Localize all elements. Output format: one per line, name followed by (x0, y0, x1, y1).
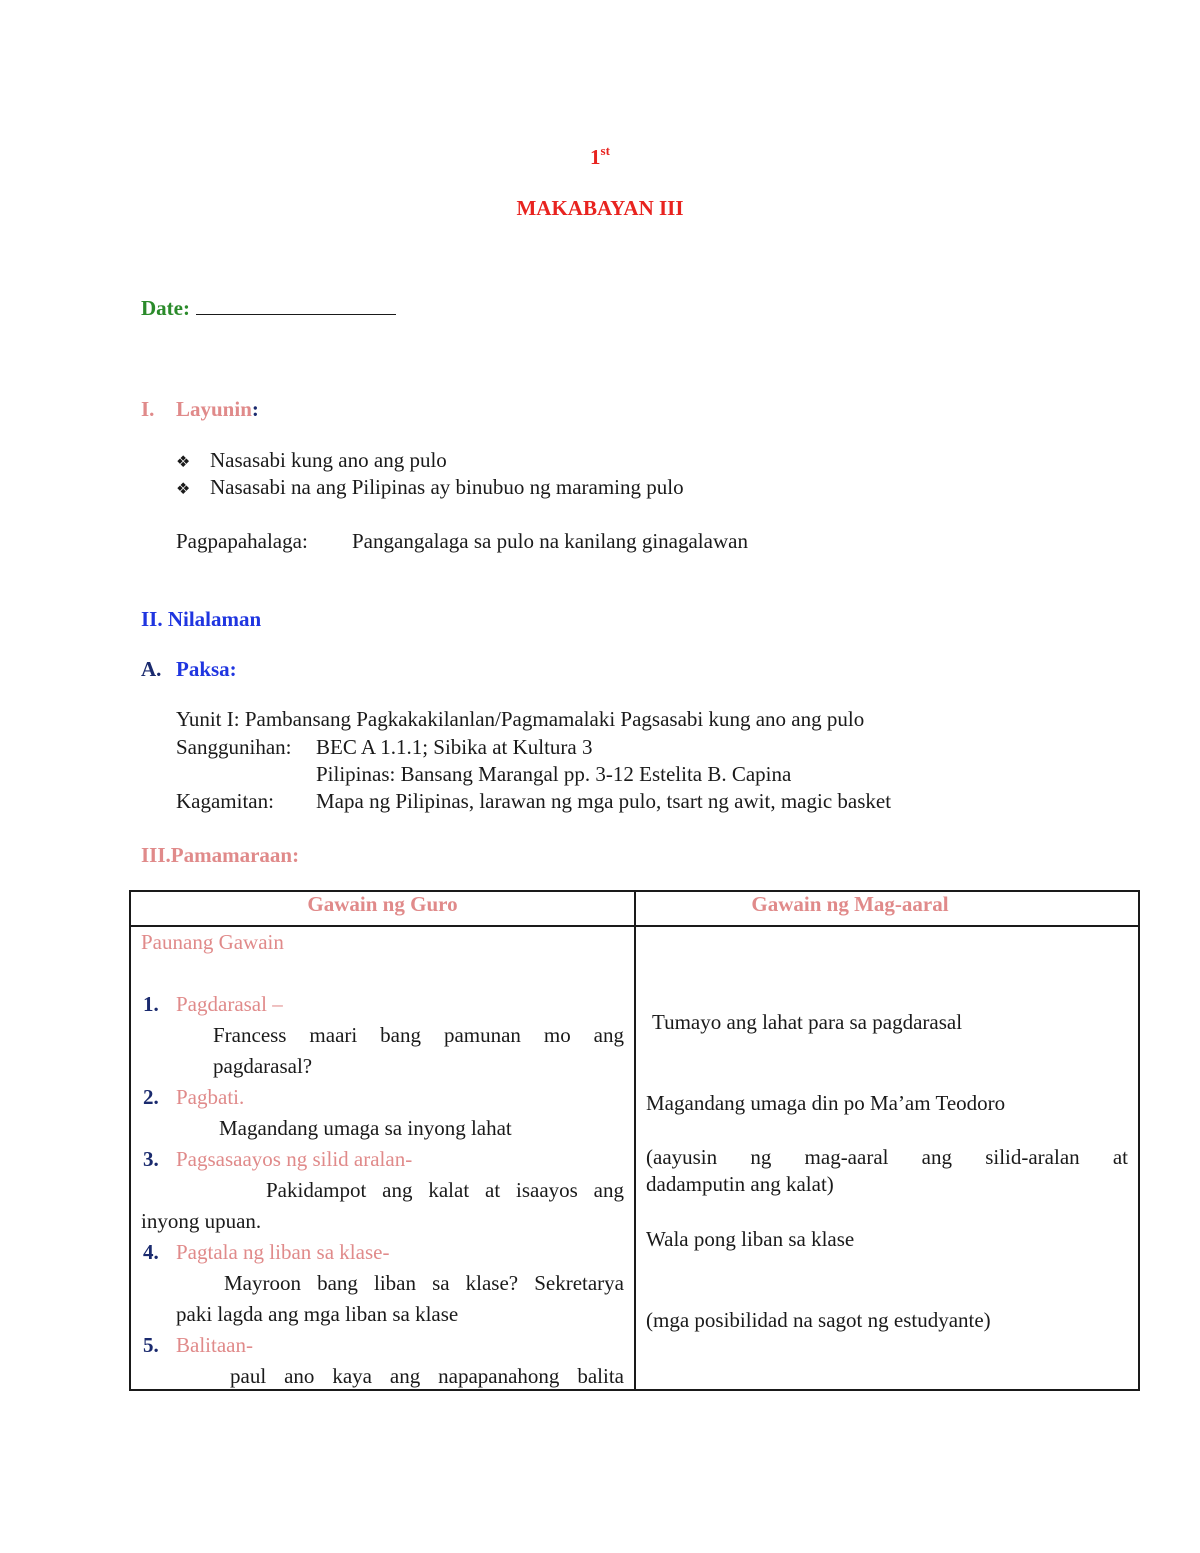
student-response: Tumayo ang lahat para sa pagdarasal (652, 1010, 963, 1034)
step-text: Francess maari bang pamunan mo ang (213, 1023, 624, 1047)
date-blank-line (196, 298, 396, 315)
values-label: Pagpapahalaga: (176, 529, 308, 553)
step-title: Pagtala ng liban sa klase- (176, 1240, 390, 1264)
student-response: (aayusin ng mag-aaral ang silid-aralan at (646, 1145, 1128, 1169)
procedure-table (129, 890, 1140, 1391)
reference-line: Pilipinas: Bansang Marangal pp. 3-12 Estelita B. Capina (316, 762, 792, 786)
step-number: 2. (143, 1085, 159, 1109)
section-3-heading: III.Pamamaraan: (141, 843, 300, 867)
subsection-letter: A. (141, 657, 162, 681)
document-ordinal: 1st (590, 143, 610, 169)
column-header-teacher: Gawain ng Guro (130, 891, 635, 926)
table-row (130, 926, 1139, 1390)
subsection-heading: Paksa: (176, 657, 237, 681)
step-text: pagdarasal? (213, 1054, 313, 1078)
unit-text: Yunit I: Pambansang Pagkakakilanlan/Pagmamalaki Pagsasabi kung ano ang pulo (176, 707, 865, 731)
step-title: Pagdarasal – (176, 992, 283, 1016)
student-response: (mga posibilidad na sagot ng estudyante) (646, 1308, 991, 1332)
step-number: 3. (143, 1147, 159, 1171)
materials-text: Mapa ng Pilipinas, larawan ng mga pulo, tsart ng awit, magic basket (316, 789, 892, 813)
intro-label: Paunang Gawain (141, 930, 284, 954)
step-number: 4. (143, 1240, 159, 1264)
date-field (141, 296, 396, 321)
step-text: inyong upuan. (141, 1209, 262, 1233)
objective-item: ❖ Nasasabi na ang Pilipinas ay binubuo ng maraming pulo (176, 475, 684, 499)
diamond-bullet-icon: ❖ (176, 452, 191, 471)
student-activities-cell (635, 926, 1139, 1390)
step-text: Mayroon bang liban sa klase? Sekretarya (224, 1271, 624, 1295)
teacher-activities-cell (130, 926, 635, 1390)
student-response: Wala pong liban sa klase (646, 1227, 855, 1251)
section-1-heading: Layunin: (176, 397, 259, 421)
column-header-student: Gawain ng Mag-aaral (635, 891, 1139, 926)
date-label: Date: (141, 296, 190, 320)
objective-item: ❖ Nasasabi kung ano ang pulo (176, 448, 447, 472)
step-text: Pakidampot ang kalat at isaayos ang (266, 1178, 624, 1202)
step-text: paki lagda ang mga liban sa klase (176, 1302, 459, 1326)
table-header-row (130, 891, 1139, 926)
reference-line: BEC A 1.1.1; Sibika at Kultura 3 (316, 735, 593, 759)
step-title: Pagsasaayos ng silid aralan- (176, 1147, 413, 1171)
materials-label: Kagamitan: (176, 789, 274, 813)
step-title: Balitaan- (176, 1333, 253, 1357)
step-text: paul ano kaya ang napapanahong balita (230, 1364, 624, 1388)
section-2-heading: II. Nilalaman (141, 607, 262, 631)
step-title: Pagbati. (176, 1085, 245, 1109)
diamond-bullet-icon: ❖ (176, 479, 191, 498)
values-text: Pangangalaga sa pulo na kanilang ginagalawan (352, 529, 748, 553)
reference-label: Sanggunihan: (176, 735, 292, 759)
step-text: Magandang umaga sa inyong lahat (219, 1116, 512, 1140)
student-response: Magandang umaga din po Ma’am Teodoro (646, 1091, 1006, 1115)
document-title: MAKABAYAN III (516, 196, 684, 220)
step-number: 1. (143, 992, 159, 1016)
step-number: 5. (143, 1333, 159, 1357)
section-1-numeral: I. (141, 397, 155, 421)
student-response: dadamputin ang kalat) (646, 1172, 834, 1196)
